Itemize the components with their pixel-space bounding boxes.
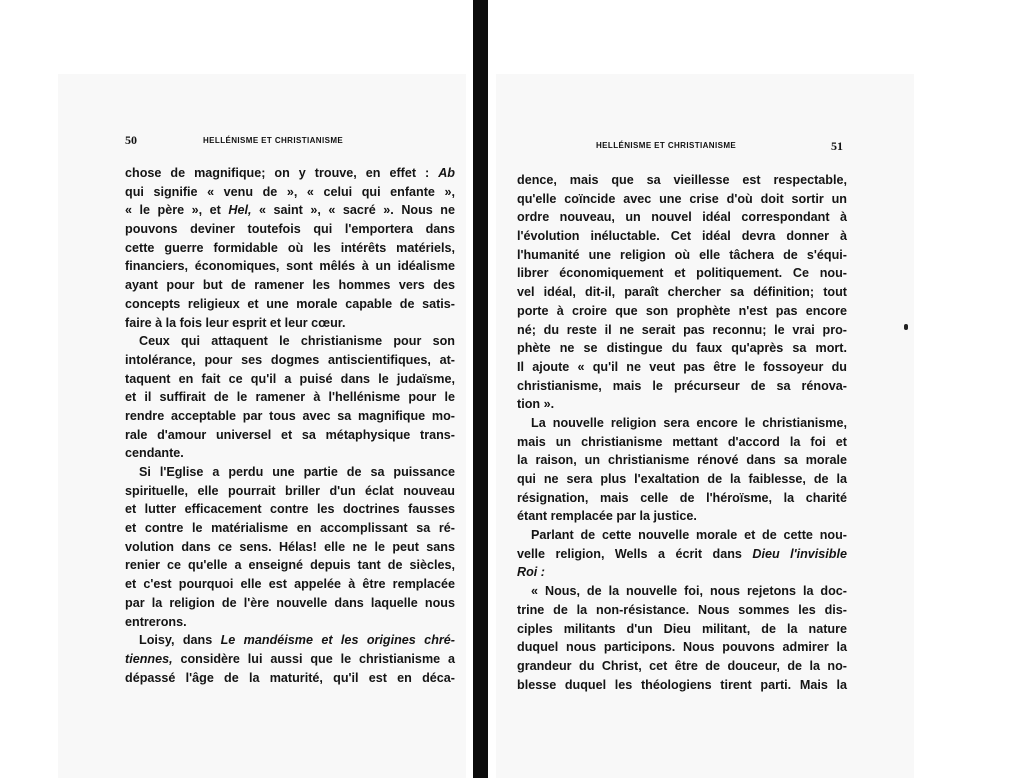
text-segment: et c'est pourquoi elle est appelée à être remplacée bbox=[125, 577, 455, 592]
text-line bbox=[517, 545, 847, 564]
text-segment: et il suffirait de le ramener à l'hellénisme pour le bbox=[125, 390, 455, 405]
text-segment: considère lui aussi que le christianisme a bbox=[172, 651, 455, 666]
book-spine bbox=[473, 0, 488, 778]
text-line bbox=[125, 220, 455, 239]
italic-segment: tiennes, bbox=[125, 651, 173, 666]
ink-speck bbox=[904, 324, 908, 330]
text-segment: entrerons. bbox=[125, 614, 187, 629]
text-segment: grandeur du Christ, cet être de douceur, de la no- bbox=[517, 658, 847, 673]
text-segment: phète ne se distingue du faux qu'après sa mort. bbox=[517, 341, 847, 356]
italic-segment: Hel, bbox=[228, 203, 252, 218]
text-line bbox=[517, 489, 847, 508]
text-segment: chose de magnifique; on y trouve, en effet : bbox=[125, 166, 439, 180]
right-page bbox=[496, 74, 914, 778]
italic-segment: Dieu l'invisible bbox=[752, 546, 847, 561]
text-segment: né; du reste il ne serait pas reconnu; le vrai pro- bbox=[517, 322, 847, 337]
text-line bbox=[517, 507, 847, 526]
text-line bbox=[125, 332, 455, 351]
text-segment: résignation, mais celle de l'héroïsme, la charité bbox=[517, 490, 847, 505]
text-line bbox=[125, 594, 455, 613]
text-line bbox=[517, 208, 847, 227]
text-line bbox=[517, 433, 847, 452]
text-segment: par la religion de l'ère nouvelle dans laquelle nous bbox=[125, 595, 455, 610]
text-line bbox=[517, 582, 847, 601]
text-line bbox=[125, 444, 455, 463]
text-segment: ciples militants d'un Dieu militant, de la nature bbox=[517, 621, 847, 636]
text-line bbox=[125, 183, 455, 202]
text-segment: Si l'Eglise a perdu une partie de sa puissance bbox=[139, 465, 455, 479]
text-segment: rendre acceptable par tous avec sa magnifique mo- bbox=[125, 408, 455, 423]
text-line bbox=[125, 351, 455, 370]
text-segment: cette guerre formidable où les intérêts matériels, bbox=[125, 240, 455, 255]
text-segment: concepts religieux et une morale capable de satis- bbox=[125, 296, 455, 311]
text-line bbox=[517, 302, 847, 321]
text-segment: l'évolution inéluctable. Cet idéal devra donner à bbox=[517, 229, 847, 244]
text-segment: qui ne sera plus l'exaltation de la faiblesse, de la bbox=[517, 472, 847, 486]
running-head: HELLÉNISME ET CHRISTIANISME bbox=[596, 141, 737, 150]
text-segment: velle religion, Wells a écrit dans bbox=[517, 546, 753, 561]
text-line bbox=[125, 164, 455, 183]
text-segment: l'humanité une religion où elle tâchera de s'équi- bbox=[517, 247, 847, 262]
text-segment: taquent en fait ce qu'il a puisé dans le judaïsme, bbox=[125, 371, 455, 386]
text-line bbox=[125, 613, 455, 632]
text-segment: la raison, un christianisme rénové dans sa morale bbox=[517, 453, 847, 468]
text-line bbox=[517, 171, 847, 190]
text-line bbox=[125, 556, 455, 575]
text-segment: dence, mais que sa vieillesse est respectable, bbox=[517, 173, 847, 187]
text-segment: cendante. bbox=[125, 446, 184, 461]
text-segment: mais un christianisme mettant d'accord la foi et bbox=[517, 434, 847, 449]
text-segment: ordre nouveau, un nouvel idéal correspondant à bbox=[517, 210, 847, 225]
text-segment: qui signifie « venu de », « celui qui enfante », bbox=[125, 184, 455, 199]
text-segment: christianisme, mais le précurseur de sa rénova- bbox=[517, 378, 847, 393]
text-line bbox=[517, 264, 847, 283]
page-number: 50 bbox=[125, 133, 137, 147]
text-segment: Loisy, dans bbox=[139, 633, 221, 648]
text-line bbox=[125, 426, 455, 445]
text-line bbox=[517, 321, 847, 340]
text-line bbox=[125, 538, 455, 557]
text-line bbox=[517, 657, 847, 676]
text-segment: La nouvelle religion sera encore le christianisme, bbox=[531, 415, 847, 430]
text-segment: rale d'amour universel et sa métaphysique trans- bbox=[125, 427, 455, 442]
running-head: HELLÉNISME ET CHRISTIANISME bbox=[203, 136, 344, 145]
text-line bbox=[517, 358, 847, 377]
text-line bbox=[517, 377, 847, 396]
text-line bbox=[517, 563, 847, 582]
left-page bbox=[58, 74, 466, 778]
text-line bbox=[517, 246, 847, 265]
text-line bbox=[125, 239, 455, 258]
text-line bbox=[125, 407, 455, 426]
text-segment: Il ajoute « qu'il ne veut pas être le fossoyeur du bbox=[517, 359, 847, 374]
text-segment: « le père », et bbox=[125, 203, 229, 218]
text-line bbox=[125, 388, 455, 407]
text-segment: duquel nous participons. Nous pouvons admirer la bbox=[517, 640, 847, 655]
text-line bbox=[125, 295, 455, 314]
text-line bbox=[517, 601, 847, 620]
body-text bbox=[517, 171, 847, 694]
text-segment: et contre le matérialisme en accomplissant sa ré- bbox=[125, 521, 455, 536]
text-line bbox=[517, 283, 847, 302]
text-line bbox=[125, 650, 455, 669]
text-line bbox=[517, 451, 847, 470]
text-segment: trine de la non-résistance. Nous sommes les dis- bbox=[517, 602, 847, 617]
text-line bbox=[125, 314, 455, 333]
text-segment: librer économiquement et politiquement. Ce nou- bbox=[517, 266, 847, 281]
text-line bbox=[517, 620, 847, 639]
text-line bbox=[517, 190, 847, 209]
text-line bbox=[517, 676, 847, 695]
text-line bbox=[125, 276, 455, 295]
text-line bbox=[125, 631, 455, 650]
page-number: 51 bbox=[831, 139, 843, 153]
text-line bbox=[125, 482, 455, 501]
text-segment: « saint », « sacré ». Nous ne bbox=[251, 203, 455, 218]
text-line bbox=[517, 526, 847, 545]
text-segment: blesse duquel les théologiens tirent parti. Mais la bbox=[517, 677, 847, 692]
text-line bbox=[125, 519, 455, 538]
text-segment: faire à la fois leur esprit et leur cœur. bbox=[125, 315, 346, 330]
text-line bbox=[517, 638, 847, 657]
text-segment: ayant pour but de ramener les hommes vers des bbox=[125, 278, 455, 293]
italic-segment: Roi : bbox=[517, 565, 545, 580]
text-segment: financiers, économiques, sont mêlés à un idéalisme bbox=[125, 259, 455, 274]
text-line bbox=[517, 470, 847, 489]
text-segment: porte à croire que son prophète n'est pas encore bbox=[517, 303, 847, 318]
text-line bbox=[517, 395, 847, 414]
text-segment: « Nous, de la nouvelle foi, nous rejetons la doc- bbox=[531, 584, 847, 599]
text-line bbox=[125, 669, 455, 688]
text-line bbox=[125, 257, 455, 276]
text-segment: pouvons deviner toutefois qui l'emportera dans bbox=[125, 222, 455, 237]
text-segment: spirituelle, elle pourrait briller d'un éclat nouveau bbox=[125, 483, 455, 498]
text-segment: qu'elle coïncide avec une crise d'où doit sortir un bbox=[517, 191, 847, 206]
italic-segment: Le mandéisme et les origines chré- bbox=[220, 633, 455, 648]
text-segment: et lutter efficacement contre les doctrines fausses bbox=[125, 502, 455, 517]
text-line bbox=[125, 463, 455, 482]
text-line bbox=[125, 201, 455, 220]
text-segment: Ceux qui attaquent le christianisme pour son bbox=[139, 334, 455, 349]
text-segment: étant remplacée par la justice. bbox=[517, 509, 697, 524]
text-segment: volution dans ce sens. Hélas! elle ne le peut sans bbox=[125, 539, 455, 554]
text-segment: renier ce qu'elle a enseigné depuis tant de siècles, bbox=[125, 558, 455, 573]
text-line bbox=[517, 339, 847, 358]
text-line bbox=[517, 227, 847, 246]
text-line bbox=[125, 575, 455, 594]
text-segment: vel idéal, dit-il, paraît chercher sa définition; tout bbox=[517, 285, 847, 300]
body-text bbox=[125, 164, 455, 687]
text-line bbox=[517, 414, 847, 433]
text-line bbox=[125, 500, 455, 519]
italic-segment: Ab bbox=[438, 166, 455, 180]
text-segment: dépassé l'âge de la maturité, qu'il est en déca- bbox=[125, 670, 455, 685]
text-segment: tion ». bbox=[517, 397, 555, 412]
text-segment: intolérance, pour ses dogmes antiscientifiques, at- bbox=[125, 352, 455, 367]
text-segment: Parlant de cette nouvelle morale et de cette nou- bbox=[531, 528, 847, 543]
text-line bbox=[125, 370, 455, 389]
